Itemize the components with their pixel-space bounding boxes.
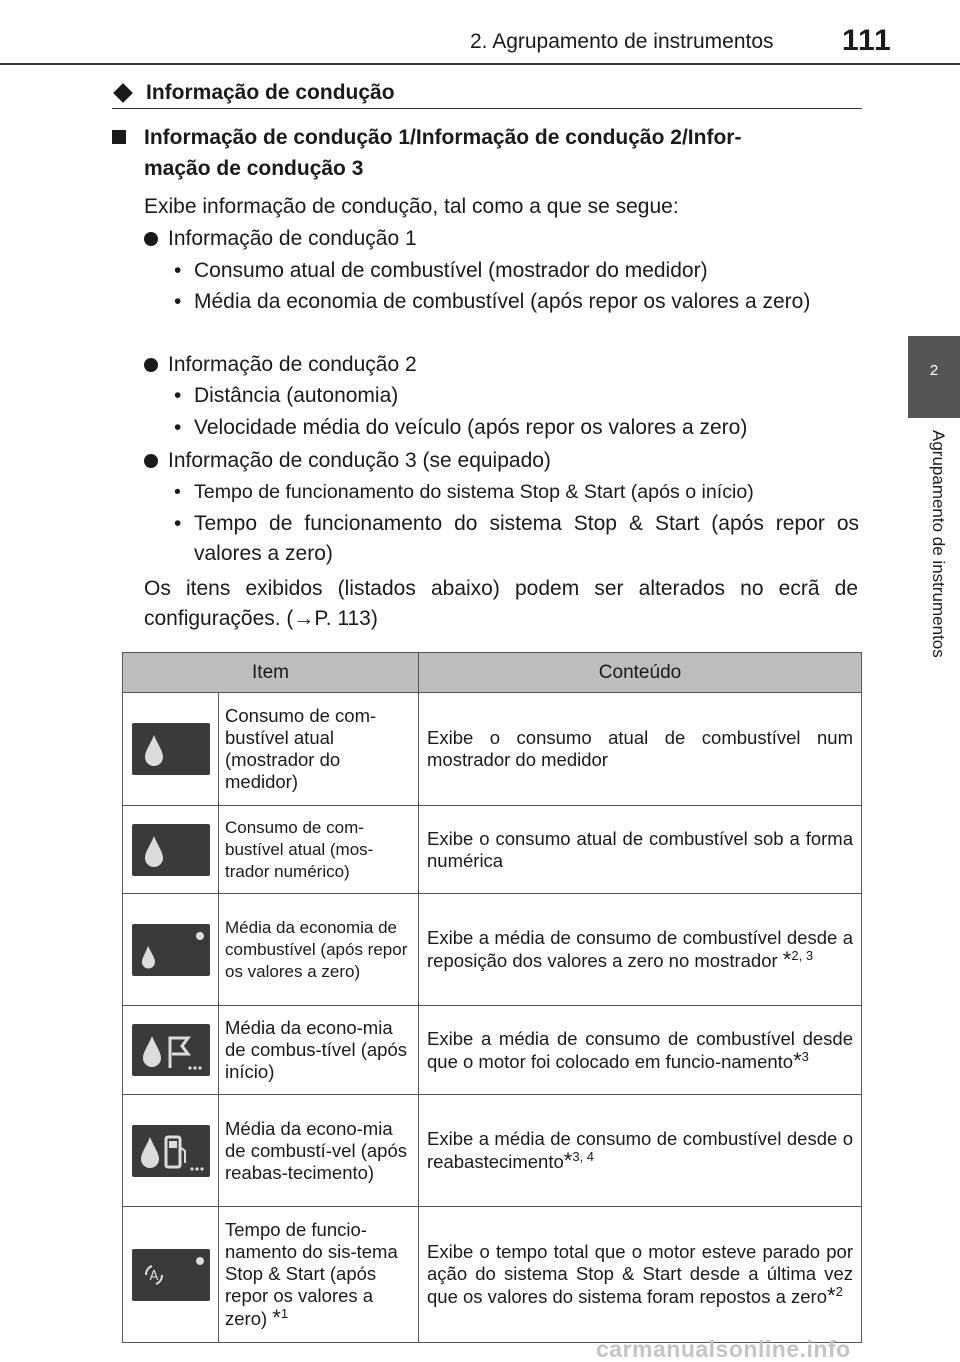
page-number: 111 (842, 24, 892, 57)
square-bullet-icon (112, 130, 126, 144)
row-content: Exibe o consumo atual de combustível sob a forma numérica (419, 806, 862, 894)
row-item: Tempo de funcio-namento do sis-tema Stop & Start (após repor os valores a zero) (225, 1219, 398, 1329)
group-label: Informação de condução 2 (168, 353, 417, 376)
chapter-title: 2. Agrupamento de instrumentos (470, 30, 774, 53)
subsection-heading (112, 122, 862, 184)
row-content: Exibe o tempo total que o motor esteve parado por ação do sistema Stop & Start desde a última vez que os valores do sistema foram repostos a zero (427, 1241, 853, 1307)
group-3 (144, 446, 551, 476)
chapter-tab: 2 (908, 336, 960, 418)
table-row: Média da economia de combustível (após repor os valores a zero) Exibe a média de consumo de combustível desde a reposição dos valores a zero no mostrador *$^{2, 3}$ (123, 894, 862, 1006)
table-row: Média da econo-mia de combustí-vel (após reabas-tecimento) Exibe a média de consumo de combustível desde o reabastecimento*$^{3, 4}$ (123, 1095, 862, 1207)
list-item: • Tempo de funcionamento do sistema Stop & Start (após o início) (174, 477, 859, 507)
table-header-row (123, 653, 862, 693)
footnote-ref: 3, 4 (572, 1148, 595, 1164)
group-2 (144, 350, 417, 380)
watermark: carmanualsonline.info (596, 1336, 851, 1362)
closing-paragraph: Os itens exibidos (listados abaixo) podem ser alterados no ecrã de configurações. (→P. 113) (144, 577, 858, 630)
row-content: Exibe a média de consumo de combustível desde a reposição dos valores a zero no mostrador (427, 927, 853, 971)
list-item: • Consumo atual de combustível (mostrador do medidor) (174, 256, 859, 286)
row-content: Exibe a média de consumo de combustível desde o reabastecimento (427, 1128, 853, 1172)
subsection-title-line2: mação de condução 3 (144, 157, 364, 180)
footnote-ref: 2, 3 (791, 947, 814, 963)
group-label: Informação de condução 1 (168, 227, 417, 250)
row-content: Exibe o consumo atual de combustível num mostrador do medidor (419, 693, 862, 806)
header-rule (0, 63, 960, 65)
table-row (123, 806, 862, 894)
section-rule (112, 108, 862, 109)
column-header-item: Item (123, 653, 419, 693)
display-items-table (122, 652, 862, 1343)
table-row: Média da econo-mia de combus-tível (após início) Exibe a média de consumo de combustível desde que o motor foi colocado em funcio-namento*$^3$ (123, 1006, 862, 1095)
fuel-drop-reset-icon (132, 924, 210, 976)
list-item: • Distância (autonomia) (174, 381, 859, 411)
chapter-tab-label: Agrupamento de instrumentos (929, 430, 948, 658)
row-content: Exibe a média de consumo de combustível desde que o motor foi colocado em funcio-namento (427, 1027, 853, 1072)
fuel-drop-icon (132, 824, 210, 876)
circle-bullet-icon (144, 454, 158, 468)
row-item: Consumo de com-bustível atual (mostrador do medidor) (219, 693, 419, 806)
list-item: • Tempo de funcionamento do sistema Stop & Start (após repor os valores a zero) (174, 509, 859, 569)
footnote-ref: 2 (835, 1283, 843, 1299)
subsection-title-line1: Informação de condução 1/Informação de condução 2/Infor- (144, 126, 742, 149)
diamond-bullet-icon (113, 83, 133, 103)
page-header (0, 0, 960, 66)
svg-text:A: A (149, 1268, 158, 1284)
row-item: Média da econo-mia de combustí-vel (após reabas-tecimento) (219, 1095, 419, 1207)
table-row: A Tempo de funcio-namento do sis-tema Stop & Start (após repor os valores a zero) *$^1$ Exibe o tempo total que o motor esteve parado por ação do sistema Stop & Start desde a última vez que os valores do sistema foram repostos a zero*$^2$ (123, 1207, 862, 1343)
row-item: Consumo de com-bustível atual (mos-trador numérico) (219, 806, 419, 894)
section-title: Informação de condução (146, 81, 395, 104)
section-heading (112, 78, 862, 108)
footnote-ref: 1 (280, 1305, 289, 1321)
list-item: • Média da economia de combustível (após repor os valores a zero) (174, 287, 859, 317)
circle-bullet-icon (144, 358, 158, 372)
intro-paragraph: Exibe informação de condução, tal como a que se segue: (144, 195, 679, 218)
group-1 (144, 224, 417, 254)
list-item: • Velocidade média do veículo (após repor os valores a zero) (174, 413, 859, 443)
fuel-drop-pump-icon (132, 1125, 210, 1177)
row-item: Média da economia de combustível (após repor os valores a zero) (219, 894, 419, 1006)
stop-start-icon (132, 1249, 210, 1301)
row-item: Média da econo-mia de combus-tível (após início) (219, 1006, 419, 1095)
circle-bullet-icon (144, 232, 158, 246)
group-label: Informação de condução 3 (se equipado) (168, 449, 551, 472)
table-row (123, 693, 862, 806)
fuel-drop-flag-icon (132, 1024, 210, 1076)
column-header-content: Conteúdo (419, 653, 862, 693)
footnote-ref: 3 (801, 1048, 809, 1064)
fuel-drop-icon (132, 723, 210, 775)
